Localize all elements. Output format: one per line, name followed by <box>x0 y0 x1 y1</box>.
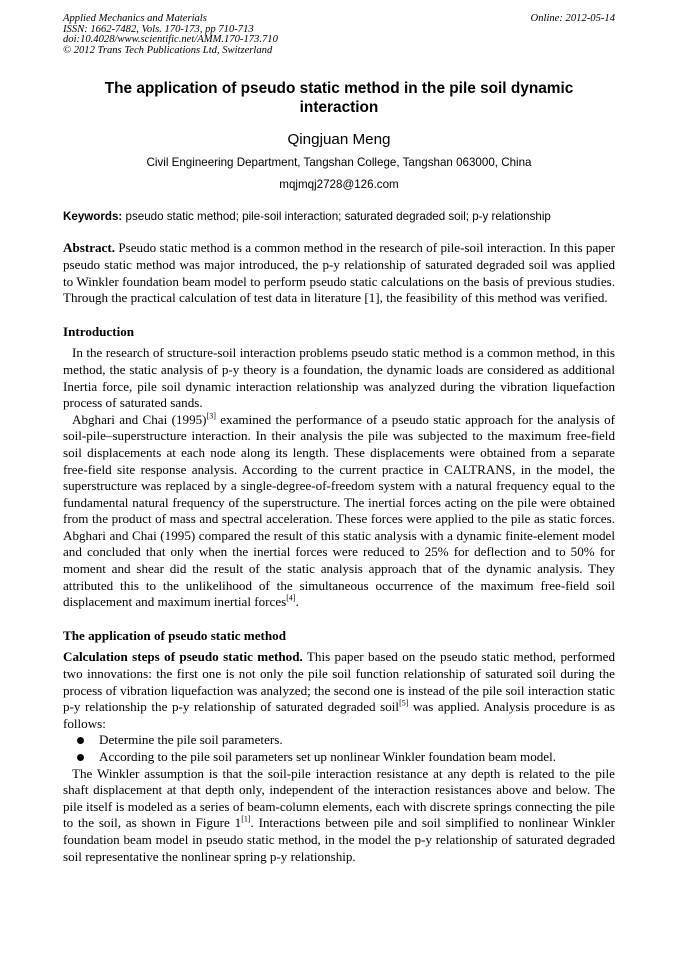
paragraph-text: . <box>295 594 299 610</box>
online-date: Online: 2012-05-14 <box>530 13 615 24</box>
citation: [3] <box>206 411 216 421</box>
introduction-section <box>63 345 615 611</box>
paper-page <box>63 14 615 865</box>
bullet-icon <box>77 754 84 761</box>
paragraph-text: This paper based on the pseudo static method, performed two innovations: the first one is not only the pile soil function relationship of saturated soil during the process of vibration liquefaction was analyzed; the second one is instead of the pile soil interaction static p-y relationship the p-y relationship of saturated degraded soil <box>63 649 615 715</box>
journal-name: Applied Mechanics and Materials <box>63 13 207 24</box>
list-item <box>63 749 615 766</box>
paragraph: In the research of structure-soil interaction problems pseudo static method is a common method, in this method, the static analysis of p-y theory is a foundation, the dynamic loads are considered as additional Inertia force, pile soil dynamic interaction relationship was analyzed during the vibration liquefaction process of saturated sands. <box>63 345 615 411</box>
paragraph-text: The Winkler assumption is that the soil-pile interaction resistance at any depth is related to the pile shaft displacement at that depth only, independent of the interaction resistances above and below. The pile itself is modeled as a series of beam-column elements, each with discrete springs connecting the pile to the soil, as shown in Figure 1 <box>63 765 615 831</box>
keywords <box>63 210 615 224</box>
abstract-text: Pseudo static method is a common method in the research of pile-soil interaction. In this paper pseudo static method was major introduced, the p-y relationship of saturated degraded soil was applied to Winkler foundation beam model to perform pseudo static calculations on the basis of previous studies. Through the practical calculation of test data in literature [1], the feasibility of this method was verified. <box>63 240 615 306</box>
list-item <box>63 732 615 749</box>
paragraph-text: . Interactions between pile and soil simplified to nonlinear Winkler foundation beam model in pseudo static method, in the model the p-y relationship of saturated degraded soil representative the nonlinear spring p-y relationship. <box>63 815 615 864</box>
keywords-text: pseudo static method; pile-soil interaction; saturated degraded soil; p-y relationship <box>122 210 551 224</box>
citation: [1] <box>241 815 251 825</box>
list-item-text: According to the pile soil parameters set up nonlinear Winkler foundation beam model. <box>99 749 557 764</box>
abstract <box>63 240 615 306</box>
section-heading-application: The application of pseudo static method <box>63 627 286 643</box>
journal-header <box>63 14 615 56</box>
paragraph-text: Abghari and Chai (1995) <box>72 411 207 427</box>
bullet-icon <box>77 737 84 744</box>
application-section <box>63 649 615 865</box>
paragraph <box>63 649 615 732</box>
subsection-label: Calculation steps of pseudo static method. <box>63 649 303 665</box>
paragraph-text: examined the performance of a pseudo static approach for the analysis of soil-pile–superstructure interaction. In their analysis the pile was subjected to the maximum free-field soil displacements at each node along its length. These displacements were obtained from a separate free-field site response analysis. According to the current practice in CALTRANS, in the model, the superstructure was replaced by a single-degree-of-freedom system with a natural frequency equal to the fundamental natural frequency of the superstructure. The inertial forces acting on the pile were obtained from the product of mass and spectral acceleration. These forces were applied to the pile as static forces. Abghari and Chai (1995) compared the result of this static analysis with a dynamic finite-element model and concluded that only when the inertial forces were reduced to 25% for deflection and to 50% for moment and shear did the result of the static analysis approach that of the dynamic analysis. They attributed this to the unlikelihood of the simultaneous occurrence of the maximum free-field soil displacement and maximum inertial forces <box>63 411 615 610</box>
paper-title: The application of pseudo static method in the pile soil dynamic interaction <box>104 80 574 117</box>
keywords-label: Keywords: <box>63 210 123 224</box>
paragraph-text: was applied. Analysis procedure is as follows: <box>63 699 616 731</box>
paragraph <box>63 412 615 611</box>
list-item-text: Determine the pile soil parameters. <box>99 732 283 748</box>
procedure-list <box>63 732 615 765</box>
citation: [4] <box>286 593 296 603</box>
abstract-label: Abstract. <box>63 240 115 256</box>
citation: [5] <box>399 698 409 708</box>
author-affiliation: Civil Engineering Department, Tangshan College, Tangshan 063000, China <box>146 156 532 170</box>
issn-line: ISSN: 1662-7482, Vols. 170-173, pp 710-713 <box>63 23 254 35</box>
doi-line: doi:10.4028/www.scientific.net/AMM.170-173.710 <box>63 34 278 46</box>
author-name: Qingjuan Meng <box>287 131 391 149</box>
copyright-line: © 2012 Trans Tech Publications Ltd, Switzerland <box>63 44 273 56</box>
author-email: mqjmqj2728@126.com <box>279 178 399 192</box>
section-heading-introduction: Introduction <box>63 323 135 339</box>
paragraph <box>63 766 615 866</box>
